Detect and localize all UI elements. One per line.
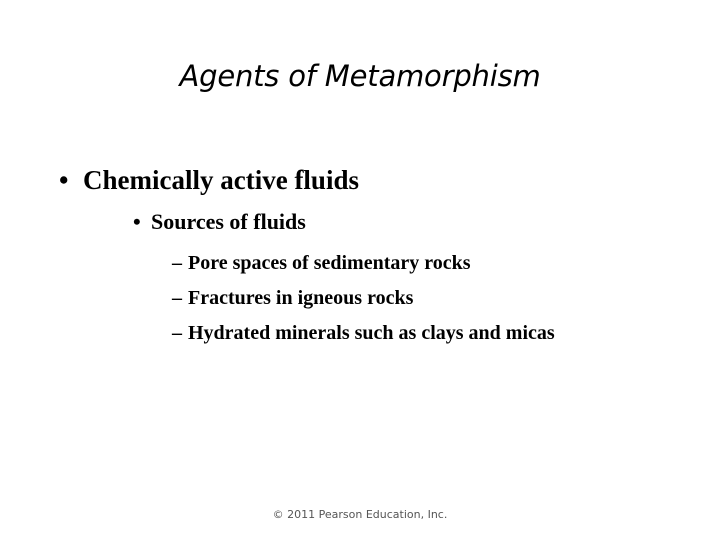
copyright-footer: © 2011 Pearson Education, Inc. <box>272 508 448 521</box>
list-item <box>172 316 555 351</box>
bullet-text: Chemically active fluids <box>83 165 359 195</box>
list-item <box>172 246 555 281</box>
list-item <box>172 281 555 316</box>
dash-marker: – <box>172 252 182 274</box>
list-item-text: Hydrated minerals such as clays and micas <box>188 322 555 344</box>
bullet-text: Sources of fluids <box>151 209 306 234</box>
list-item-text: Fractures in igneous rocks <box>188 287 414 309</box>
bullet-level-1 <box>59 162 359 198</box>
dash-marker: – <box>172 287 182 309</box>
slide-title: Agents of Metamorphism <box>179 59 541 93</box>
bullet-marker: • <box>133 209 141 234</box>
dash-marker: – <box>172 322 182 344</box>
bullet-level-2 <box>133 207 306 237</box>
sub-bullet-list <box>172 246 555 351</box>
bullet-marker: • <box>59 165 69 195</box>
list-item-text: Pore spaces of sedimentary rocks <box>188 252 471 274</box>
